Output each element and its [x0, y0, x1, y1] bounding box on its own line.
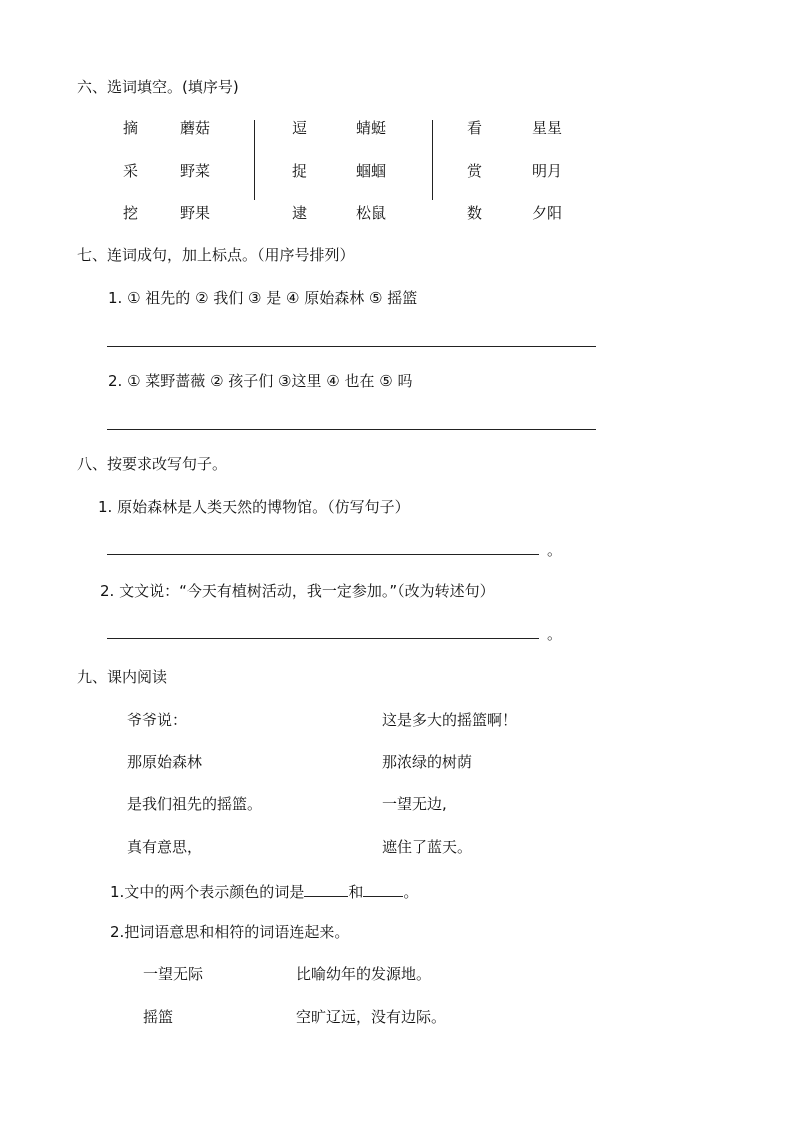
answer-line[interactable] [107, 554, 539, 555]
match-word[interactable]: 摇篮 [143, 1008, 174, 1026]
verb-cell: 赏 [467, 162, 483, 180]
question-1: 1. ① 祖先的 ② 我们 ③ 是 ④ 原始森林 ⑤ 摇篮 [108, 289, 418, 307]
poem-line: 那浓绿的树荫 [382, 753, 473, 771]
reading-question-1 [110, 880, 418, 902]
noun-cell: 蘑菇 [180, 119, 211, 137]
answer-line[interactable] [107, 638, 539, 639]
poem-line: 这是多大的摇篮啊！ [382, 711, 518, 729]
question-text: 和 [348, 883, 364, 901]
poem-line: 遮住了蓝天。 [382, 838, 473, 856]
answer-line[interactable] [107, 429, 596, 430]
match-meaning[interactable]: 空旷辽远，没有边际。 [296, 1008, 447, 1026]
verb-cell: 采 [123, 162, 139, 180]
match-word[interactable]: 一望无际 [143, 965, 204, 983]
section9-title: 九、课内阅读 [77, 668, 168, 686]
period-mark: 。 [547, 625, 563, 643]
column-divider [254, 120, 255, 200]
noun-cell: 野果 [180, 204, 211, 222]
poem-line: 真有意思， [127, 838, 203, 856]
question-2: 2. 文文说：“今天有植树活动，我一定参加。”（改为转述句） [100, 582, 495, 600]
verb-cell: 逗 [292, 119, 308, 137]
noun-cell: 夕阳 [532, 204, 563, 222]
question-text: 。 [403, 883, 419, 901]
poem-line: 那原始森林 [127, 753, 203, 771]
section7-title: 七、连词成句，加上标点。（用序号排列） [77, 246, 355, 264]
section6-title: 六、选词填空。(填序号) [77, 78, 239, 96]
verb-cell: 逮 [292, 204, 308, 222]
verb-cell: 捉 [292, 162, 308, 180]
question-2: 2. ① 菜野蔷薇 ② 孩子们 ③这里 ④ 也在 ⑤ 吗 [108, 372, 413, 390]
verb-cell: 挖 [123, 204, 139, 222]
period-mark: 。 [547, 541, 563, 559]
reading-question-2: 2.把词语意思和相符的词语连起来。 [110, 923, 350, 941]
noun-cell: 蜻蜓 [356, 119, 387, 137]
match-meaning[interactable]: 比喻幼年的发源地。 [296, 965, 432, 983]
noun-cell: 松鼠 [356, 204, 387, 222]
poem-line: 一望无边, [382, 795, 447, 813]
question-text: 1.文中的两个表示颜色的词是 [110, 883, 305, 901]
question-1: 1. 原始森林是人类天然的博物馆。（仿写句子） [98, 498, 410, 516]
noun-cell: 蝈蝈 [356, 162, 387, 180]
noun-cell: 星星 [532, 119, 563, 137]
answer-line[interactable] [107, 346, 596, 347]
column-divider [432, 120, 433, 200]
poem-line: 爷爷说： [127, 711, 188, 729]
blank-field[interactable] [304, 880, 348, 897]
verb-cell: 摘 [123, 119, 139, 137]
verb-cell: 看 [467, 119, 483, 137]
blank-field[interactable] [363, 880, 403, 897]
section8-title: 八、按要求改写句子。 [77, 455, 228, 473]
verb-cell: 数 [467, 204, 483, 222]
noun-cell: 野菜 [180, 162, 211, 180]
noun-cell: 明月 [532, 162, 563, 180]
poem-line: 是我们祖先的摇篮。 [127, 795, 263, 813]
